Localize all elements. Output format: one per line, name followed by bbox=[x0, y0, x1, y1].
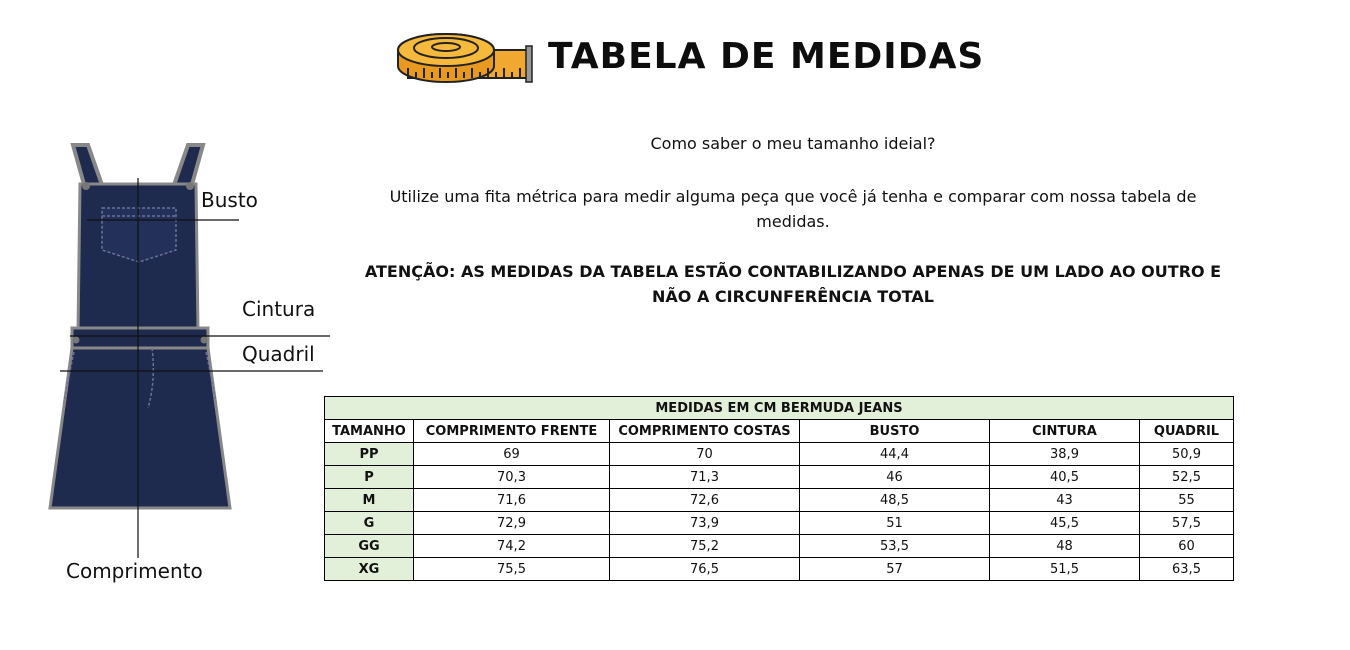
table-cell: GG bbox=[325, 535, 414, 558]
label-quadril: Quadril bbox=[242, 342, 315, 366]
table-cell: 40,5 bbox=[990, 466, 1140, 489]
table-cell: 57 bbox=[800, 558, 990, 581]
measuring-tape-icon bbox=[396, 16, 536, 86]
table-cell: 74,2 bbox=[414, 535, 610, 558]
table-cell: 38,9 bbox=[990, 443, 1140, 466]
table-cell: 73,9 bbox=[610, 512, 800, 535]
table-cell: 44,4 bbox=[800, 443, 990, 466]
column-header: TAMANHO bbox=[325, 420, 414, 443]
table-cell: 45,5 bbox=[990, 512, 1140, 535]
info-warning: ATENÇÃO: AS MEDIDAS DA TABELA ESTÃO CONTABILIZANDO APENAS DE UM LADO AO OUTRO E NÃO A CIRCUNFERÊNCIA TOTAL bbox=[364, 262, 1222, 306]
table-cell: 48,5 bbox=[800, 489, 990, 512]
column-header: COMPRIMENTO FRENTE bbox=[414, 420, 610, 443]
table-cell: 55 bbox=[1140, 489, 1234, 512]
table-cell: 53,5 bbox=[800, 535, 990, 558]
table-cell: 51 bbox=[800, 512, 990, 535]
table-cell: XG bbox=[325, 558, 414, 581]
table-cell: 72,6 bbox=[610, 489, 800, 512]
table-header-row bbox=[325, 420, 1234, 443]
table-cell: 71,6 bbox=[414, 489, 610, 512]
table-row bbox=[325, 489, 1234, 512]
column-header: COMPRIMENTO COSTAS bbox=[610, 420, 800, 443]
header bbox=[396, 16, 985, 86]
table-cell: 70 bbox=[610, 443, 800, 466]
table-cell: 60 bbox=[1140, 535, 1234, 558]
table-cell: 63,5 bbox=[1140, 558, 1234, 581]
table-cell: 52,5 bbox=[1140, 466, 1234, 489]
table-cell: 71,3 bbox=[610, 466, 800, 489]
table-cell: 51,5 bbox=[990, 558, 1140, 581]
table-row bbox=[325, 443, 1234, 466]
table-row bbox=[325, 558, 1234, 581]
table-title: MEDIDAS EM CM BERMUDA JEANS bbox=[325, 397, 1234, 420]
table-cell: 75,2 bbox=[610, 535, 800, 558]
table-cell: 72,9 bbox=[414, 512, 610, 535]
table-cell: 50,9 bbox=[1140, 443, 1234, 466]
table-cell: 46 bbox=[800, 466, 990, 489]
info-question: Como saber o meu tamanho ideial? bbox=[650, 134, 936, 153]
table-row bbox=[325, 512, 1234, 535]
column-header: QUADRIL bbox=[1140, 420, 1234, 443]
table-cell: 43 bbox=[990, 489, 1140, 512]
table-cell: 69 bbox=[414, 443, 610, 466]
page-title: TABELA DE MEDIDAS bbox=[548, 36, 985, 77]
label-comprimento: Comprimento bbox=[66, 559, 203, 583]
label-busto: Busto bbox=[201, 188, 258, 212]
size-table bbox=[324, 396, 1234, 581]
table-cell: 76,5 bbox=[610, 558, 800, 581]
table-cell: 48 bbox=[990, 535, 1140, 558]
column-header: BUSTO bbox=[800, 420, 990, 443]
table-cell: PP bbox=[325, 443, 414, 466]
table-row bbox=[325, 466, 1234, 489]
table-cell: M bbox=[325, 489, 414, 512]
table-cell: 70,3 bbox=[414, 466, 610, 489]
table-cell: P bbox=[325, 466, 414, 489]
column-header: CINTURA bbox=[990, 420, 1140, 443]
table-cell: 57,5 bbox=[1140, 512, 1234, 535]
info-instruction: Utilize uma fita métrica para medir alguma peça que você já tenha e comparar com nossa tabela de medidas. bbox=[389, 187, 1197, 231]
table-row bbox=[325, 535, 1234, 558]
table-cell: G bbox=[325, 512, 414, 535]
label-cintura: Cintura bbox=[242, 297, 316, 321]
table-cell: 75,5 bbox=[414, 558, 610, 581]
